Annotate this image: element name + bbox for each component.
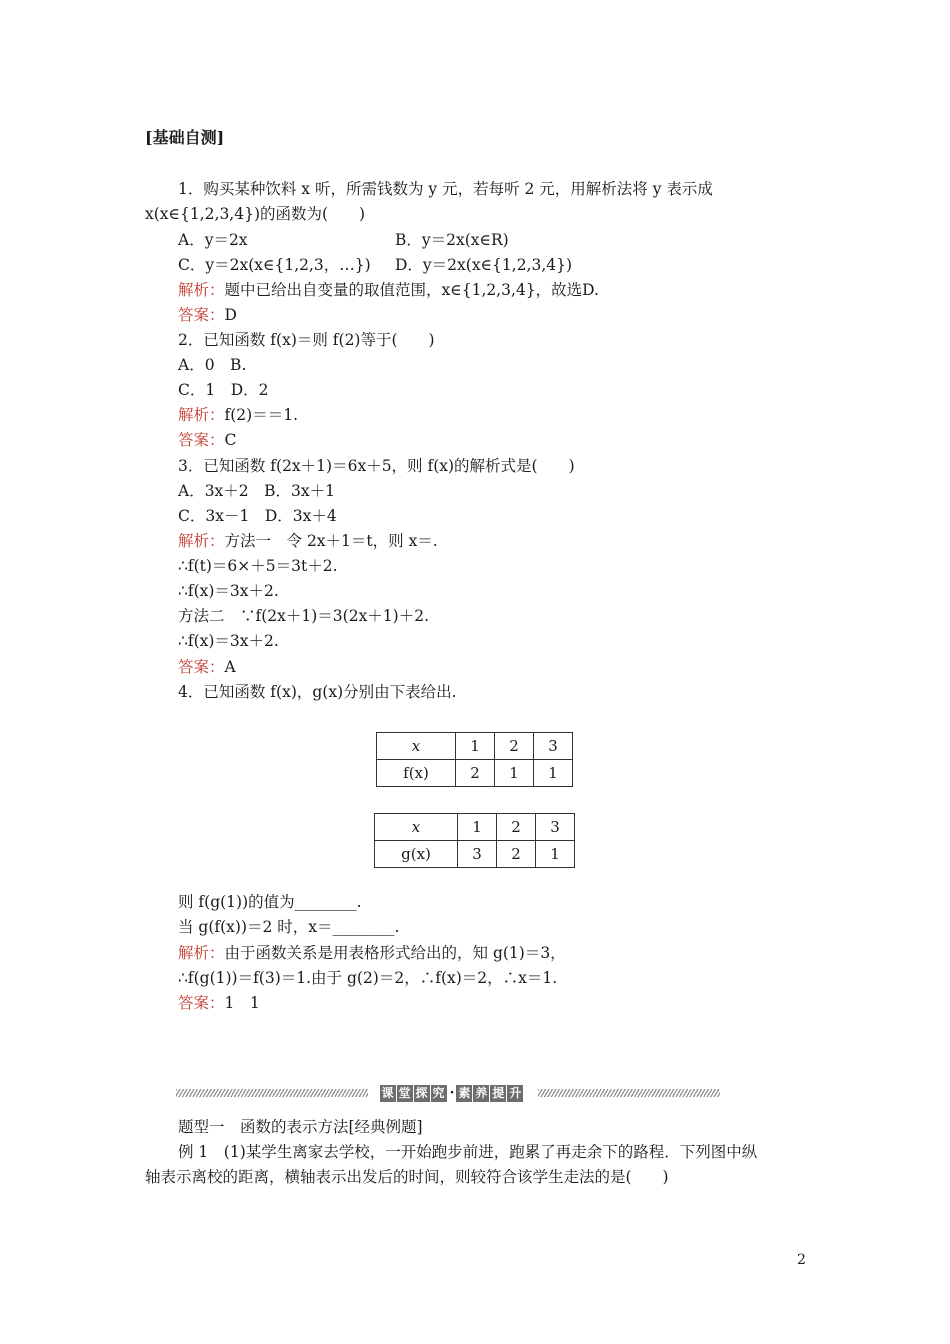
table-cell: 2 — [497, 814, 536, 841]
banner-char: 课 — [381, 1085, 394, 1100]
banner-char: 探 — [415, 1085, 428, 1100]
q4-answer-text: 1 1 — [224, 994, 260, 1012]
table-cell: 1 — [458, 814, 497, 841]
table-header-row — [375, 814, 575, 841]
q4-stem: 4．已知函数 f(x)，g(x)分别由下表给出. — [178, 683, 457, 701]
table-cell: 1 — [456, 733, 495, 760]
table-cell: f(x) — [377, 760, 456, 787]
q3-analysis-line2: ∴f(t)＝6×＋5＝3t＋2. — [178, 557, 338, 575]
q1-stem-line2: x(x∈{1,2,3,4})的函数为( ) — [145, 205, 366, 223]
section-separator — [176, 1086, 720, 1100]
q2-options-ab: A．0 B. — [178, 356, 247, 374]
q3-analysis-line3: ∴f(x)＝3x＋2. — [178, 582, 279, 600]
q4-ask2: 当 g(f(x))＝2 时，x＝________. — [178, 918, 400, 936]
table-g — [374, 813, 575, 868]
table-cell: 3 — [536, 814, 575, 841]
q3-answer — [178, 657, 236, 677]
table-cell: 3 — [458, 841, 497, 868]
answer-label: 答案： — [178, 994, 225, 1012]
hatch-right — [538, 1089, 720, 1097]
q2-answer-text: C — [224, 431, 237, 449]
q3-stem: 3．已知函数 f(2x＋1)＝6x＋5，则 f(x)的解析式是( ) — [178, 457, 575, 475]
banner-char: 升 — [509, 1085, 522, 1100]
q1-option-a: A．y＝2x — [178, 231, 248, 249]
q3-answer-text: A — [224, 658, 236, 676]
topic-heading: 题型一 函数的表示方法[经典例题] — [178, 1118, 423, 1136]
table-cell: 2 — [497, 841, 536, 868]
q2-stem: 2．已知函数 f(x)＝则 f(2)等于( ) — [178, 331, 435, 349]
q2-options-cd: C．1 D．2 — [178, 381, 269, 399]
example-line2: 轴表示离校的距离，横轴表示出发后的时间，则较符合该学生走法的是( ) — [145, 1168, 669, 1186]
analysis-label: 解析： — [178, 944, 225, 962]
q3-options-ab: A．3x＋2 B．3x＋1 — [178, 482, 336, 500]
table-row — [375, 841, 575, 868]
analysis-label: 解析： — [178, 281, 225, 299]
banner-char: 提 — [492, 1085, 505, 1100]
banner-dot: · — [449, 1085, 455, 1101]
section-banner — [368, 1083, 536, 1103]
q1-option-b: B．y＝2x(x∈R) — [395, 231, 509, 249]
table-cell: 2 — [495, 733, 534, 760]
q1-stem-line1: 1．购买某种饮料 x 听，所需钱数为 y 元，若每听 2 元，用解析法将 y 表示成 — [178, 180, 713, 198]
table-cell: 1 — [536, 841, 575, 868]
section-title: [基础自测] — [145, 128, 225, 147]
table-cell: 3 — [534, 733, 573, 760]
q1-analysis — [178, 280, 599, 300]
hatch-left — [176, 1089, 368, 1097]
table-cell: 1 — [495, 760, 534, 787]
q1-answer-text: D — [224, 306, 237, 324]
q2-analysis-text: f(2)＝＝1. — [224, 406, 298, 424]
q4-analysis — [178, 943, 566, 963]
page-number: 2 — [797, 1252, 806, 1268]
banner-char: 究 — [432, 1085, 445, 1100]
q3-analysis-line4: 方法二 ∵f(2x＋1)＝3(2x＋1)＋2. — [178, 607, 430, 625]
answer-label: 答案： — [178, 431, 225, 449]
q1-option-c: C．y＝2x(x∈{1,2,3，…}) — [178, 256, 371, 274]
table-f — [376, 732, 573, 787]
q1-analysis-text: 题中已给出自变量的取值范围，x∈{1,2,3,4}，故选D. — [224, 281, 599, 299]
analysis-label: 解析： — [178, 532, 225, 550]
q4-ask1: 则 f(g(1))的值为________. — [178, 893, 362, 911]
q4-analysis-line1: 由于函数关系是用表格形式给出的，知 g(1)＝3， — [224, 944, 566, 962]
table-row — [377, 760, 573, 787]
q3-options-cd: C．3x－1 D．3x＋4 — [178, 507, 337, 525]
q1-option-d: D．y＝2x(x∈{1,2,3,4}) — [395, 256, 573, 274]
q2-analysis — [178, 405, 298, 425]
answer-label: 答案： — [178, 658, 225, 676]
q4-answer — [178, 993, 260, 1013]
analysis-label: 解析： — [178, 406, 225, 424]
table-cell: x — [375, 814, 458, 841]
q3-analysis — [178, 531, 438, 551]
banner-char: 堂 — [398, 1085, 411, 1100]
table-cell: 2 — [456, 760, 495, 787]
table-cell: x — [377, 733, 456, 760]
q3-analysis-line5: ∴f(x)＝3x＋2. — [178, 632, 279, 650]
example-line1: 例 1 (1)某学生离家去学校，一开始跑步前进，跑累了再走余下的路程．下列图中纵 — [178, 1143, 758, 1161]
banner-char: 素 — [458, 1085, 471, 1100]
q1-answer — [178, 305, 237, 325]
table-cell: g(x) — [375, 841, 458, 868]
q3-analysis-line1: 方法一 令 2x＋1＝t，则 x＝. — [224, 532, 438, 550]
q2-answer — [178, 430, 236, 450]
banner-char: 养 — [475, 1085, 488, 1100]
table-cell: 1 — [534, 760, 573, 787]
answer-label: 答案： — [178, 306, 225, 324]
q4-analysis-line2: ∴f(g(1))＝f(3)＝1.由于 g(2)＝2，∴f(x)＝2，∴x＝1. — [178, 969, 558, 987]
table-header-row — [377, 733, 573, 760]
